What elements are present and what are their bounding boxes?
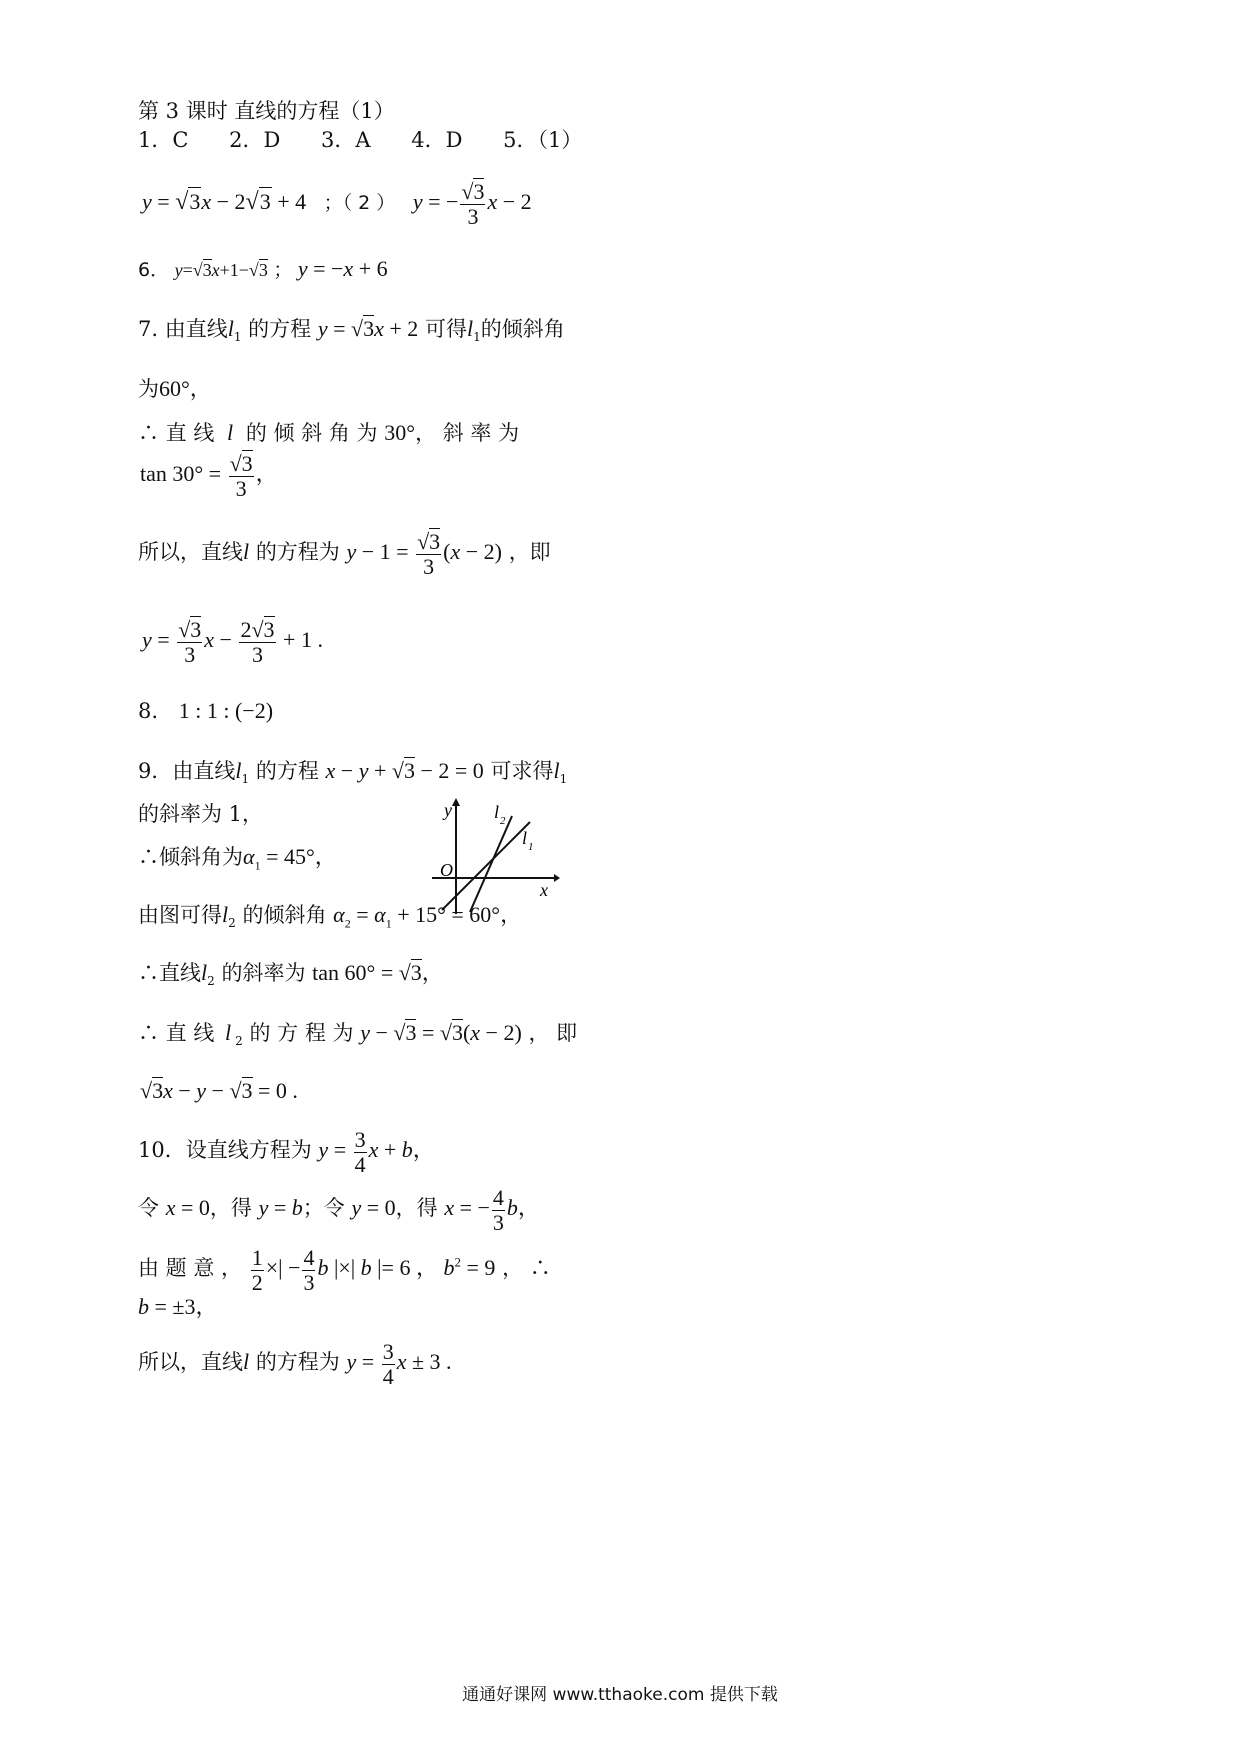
- l1-label: l: [522, 828, 528, 848]
- q7-line3-a: ∴ 直 线: [138, 421, 215, 445]
- q9-line2: 的斜率为 1，: [138, 802, 264, 826]
- q9-text-b: 可求得: [490, 759, 554, 783]
- q7-line6: y = $\frac{√3}{3}$ x − $\frac{2√3}{3}$ + 1 .: [142, 617, 323, 668]
- q5-equations: y = √3x − 2√3 + 4 ；（ 2 ） y = − $\frac{√3}{3}$ x − 2: [142, 179, 532, 230]
- q7-intro: 7. 由直线: [138, 317, 228, 341]
- q10-line4: b = ±3，: [138, 1294, 218, 1319]
- q9-line6-b: 的 方 程 为: [249, 1021, 354, 1045]
- q8-label: 8.: [138, 699, 159, 723]
- q7-line3-b: 的 倾 斜 角 为: [245, 421, 378, 445]
- q7-line4: tan 30° = $\frac{√3}{3}$ ，: [140, 451, 278, 502]
- q9-line3: ∴倾斜角为$\alpha_1 = 45^\circ$，: [138, 844, 337, 873]
- q9-line6-c: ， 即: [528, 1021, 578, 1045]
- q9-line4-b: 的倾斜角: [242, 903, 327, 927]
- q7-text-c: 的倾斜角: [480, 317, 565, 341]
- q7-line5-b: 的方程为: [255, 540, 340, 565]
- answer-3: 3．A: [321, 128, 371, 152]
- footer-credit: 通通好课网 www.tthaoke.com 提供下载: [462, 1685, 778, 1705]
- q10-line2-d: ，得: [395, 1196, 438, 1221]
- q10-line5-b: 的方程为: [255, 1350, 340, 1375]
- l2-label: l: [494, 802, 500, 822]
- origin-label: O: [440, 860, 453, 880]
- answer-4: 4．D: [411, 128, 463, 152]
- q10-line3-end: ， ∴: [502, 1256, 551, 1281]
- coordinate-figure: [428, 796, 560, 916]
- q10-line3: 由 题 意 ， $\frac{1}{2}$ ×| − $\frac{4}{3}$ b |×| b |= 6 ， $b^2 = 9$ ， ∴: [138, 1245, 551, 1296]
- q7-line5-a: 所以，直线: [138, 540, 243, 565]
- q9-line4: 由图可得$l_2$ 的倾斜角 $\alpha_2 = \alpha_1 + 15^\circ = 60^\circ$，: [138, 902, 523, 931]
- q9-line5: ∴直线$l_2$ 的斜率为 tan 60° = √3，: [138, 960, 444, 989]
- q10-line5-a: 所以，直线: [138, 1350, 243, 1375]
- q10-line2-c: ；令: [302, 1196, 345, 1221]
- q9-line5-a: ∴直线: [138, 961, 201, 985]
- q9-text-a: 的方程: [255, 759, 319, 783]
- q10-line2: 令 x = 0，得 y = b；令 y = 0，得 x = − $\frac{4}{3}$ b，: [138, 1185, 540, 1236]
- q7-line2: 为60°，: [138, 376, 212, 401]
- q7-text-b: 可得: [424, 317, 467, 341]
- q8-value: 1 : 1 : (−2): [178, 698, 274, 723]
- q7-line1: 7. 由直线$l_1$ 的方程 y = √3x + 2 可得$l_1$的倾斜角: [138, 316, 565, 345]
- l2-subscript: 2: [500, 815, 506, 827]
- y-axis-arrow: [452, 798, 460, 806]
- answers-row: [138, 130, 582, 151]
- q6-label: 6．: [138, 259, 170, 281]
- q9-line1: 9．由直线$l_1$ 的方程 x − y + √3 − 2 = 0 可求得$l_1$: [138, 758, 568, 787]
- q6-line: 6． y=√3x+1−√3 ； y = −x + 6: [138, 256, 388, 281]
- q8-line: [138, 700, 273, 722]
- x-axis-arrow: [554, 874, 560, 882]
- q7-line5-c: ，即: [508, 540, 551, 565]
- q9-line6: ∴ 直 线 l $_2$ 的 方 程 为 y − √3 = √3(x − 2) ， 即: [138, 1020, 578, 1049]
- x-axis-label: x: [540, 880, 548, 900]
- q9-line7: √3x − y − √3 = 0 .: [140, 1078, 298, 1103]
- q10-line5: 所以，直线l 的方程为 y = $\frac{3}{4}$ x ± 3 .: [138, 1339, 452, 1390]
- q7-line5: 所以，直线l 的方程为 y − 1 = $\frac{√3}{3}$ (x − 2) ，即: [138, 529, 551, 580]
- q10-line2-b: ，得: [209, 1196, 252, 1221]
- answer-2: 2．D: [229, 128, 281, 152]
- answer-5: 5．（1）: [503, 128, 583, 152]
- q10-intro: 10．设直线方程为: [138, 1138, 312, 1163]
- l1-subscript: 1: [528, 841, 534, 853]
- q9-intro: 9．由直线: [138, 759, 236, 783]
- q7-line2-a: 为: [138, 377, 159, 401]
- q9-line5-b: 的斜率为: [221, 961, 306, 985]
- q9-line3-text: ∴倾斜角为: [138, 845, 243, 869]
- q7-text-a: 的方程: [248, 317, 312, 341]
- answer-1: 1．C: [138, 128, 189, 152]
- q10-line2-a: 令: [138, 1196, 159, 1221]
- q7-line3-c: ， 斜 率 为: [415, 421, 520, 445]
- q10-line3-a: 由 题 意 ，: [138, 1256, 243, 1281]
- q5-part2-label: ；（ 2 ）: [323, 192, 396, 215]
- page-title: 第 3 课时 直线的方程（1）: [138, 99, 395, 123]
- q10-line1: 10．设直线方程为 y = $\frac{3}{4}$ x + b，: [138, 1127, 435, 1178]
- q9-line4-a: 由图可得: [138, 903, 222, 927]
- line-l2: [470, 816, 512, 912]
- q7-line3: ∴ 直 线 l 的 倾 斜 角 为 30°， 斜 率 为: [138, 420, 520, 445]
- q9-line6-a: ∴ 直 线: [138, 1021, 215, 1045]
- y-axis-label: y: [444, 800, 452, 820]
- q6-sep: ；: [273, 259, 293, 281]
